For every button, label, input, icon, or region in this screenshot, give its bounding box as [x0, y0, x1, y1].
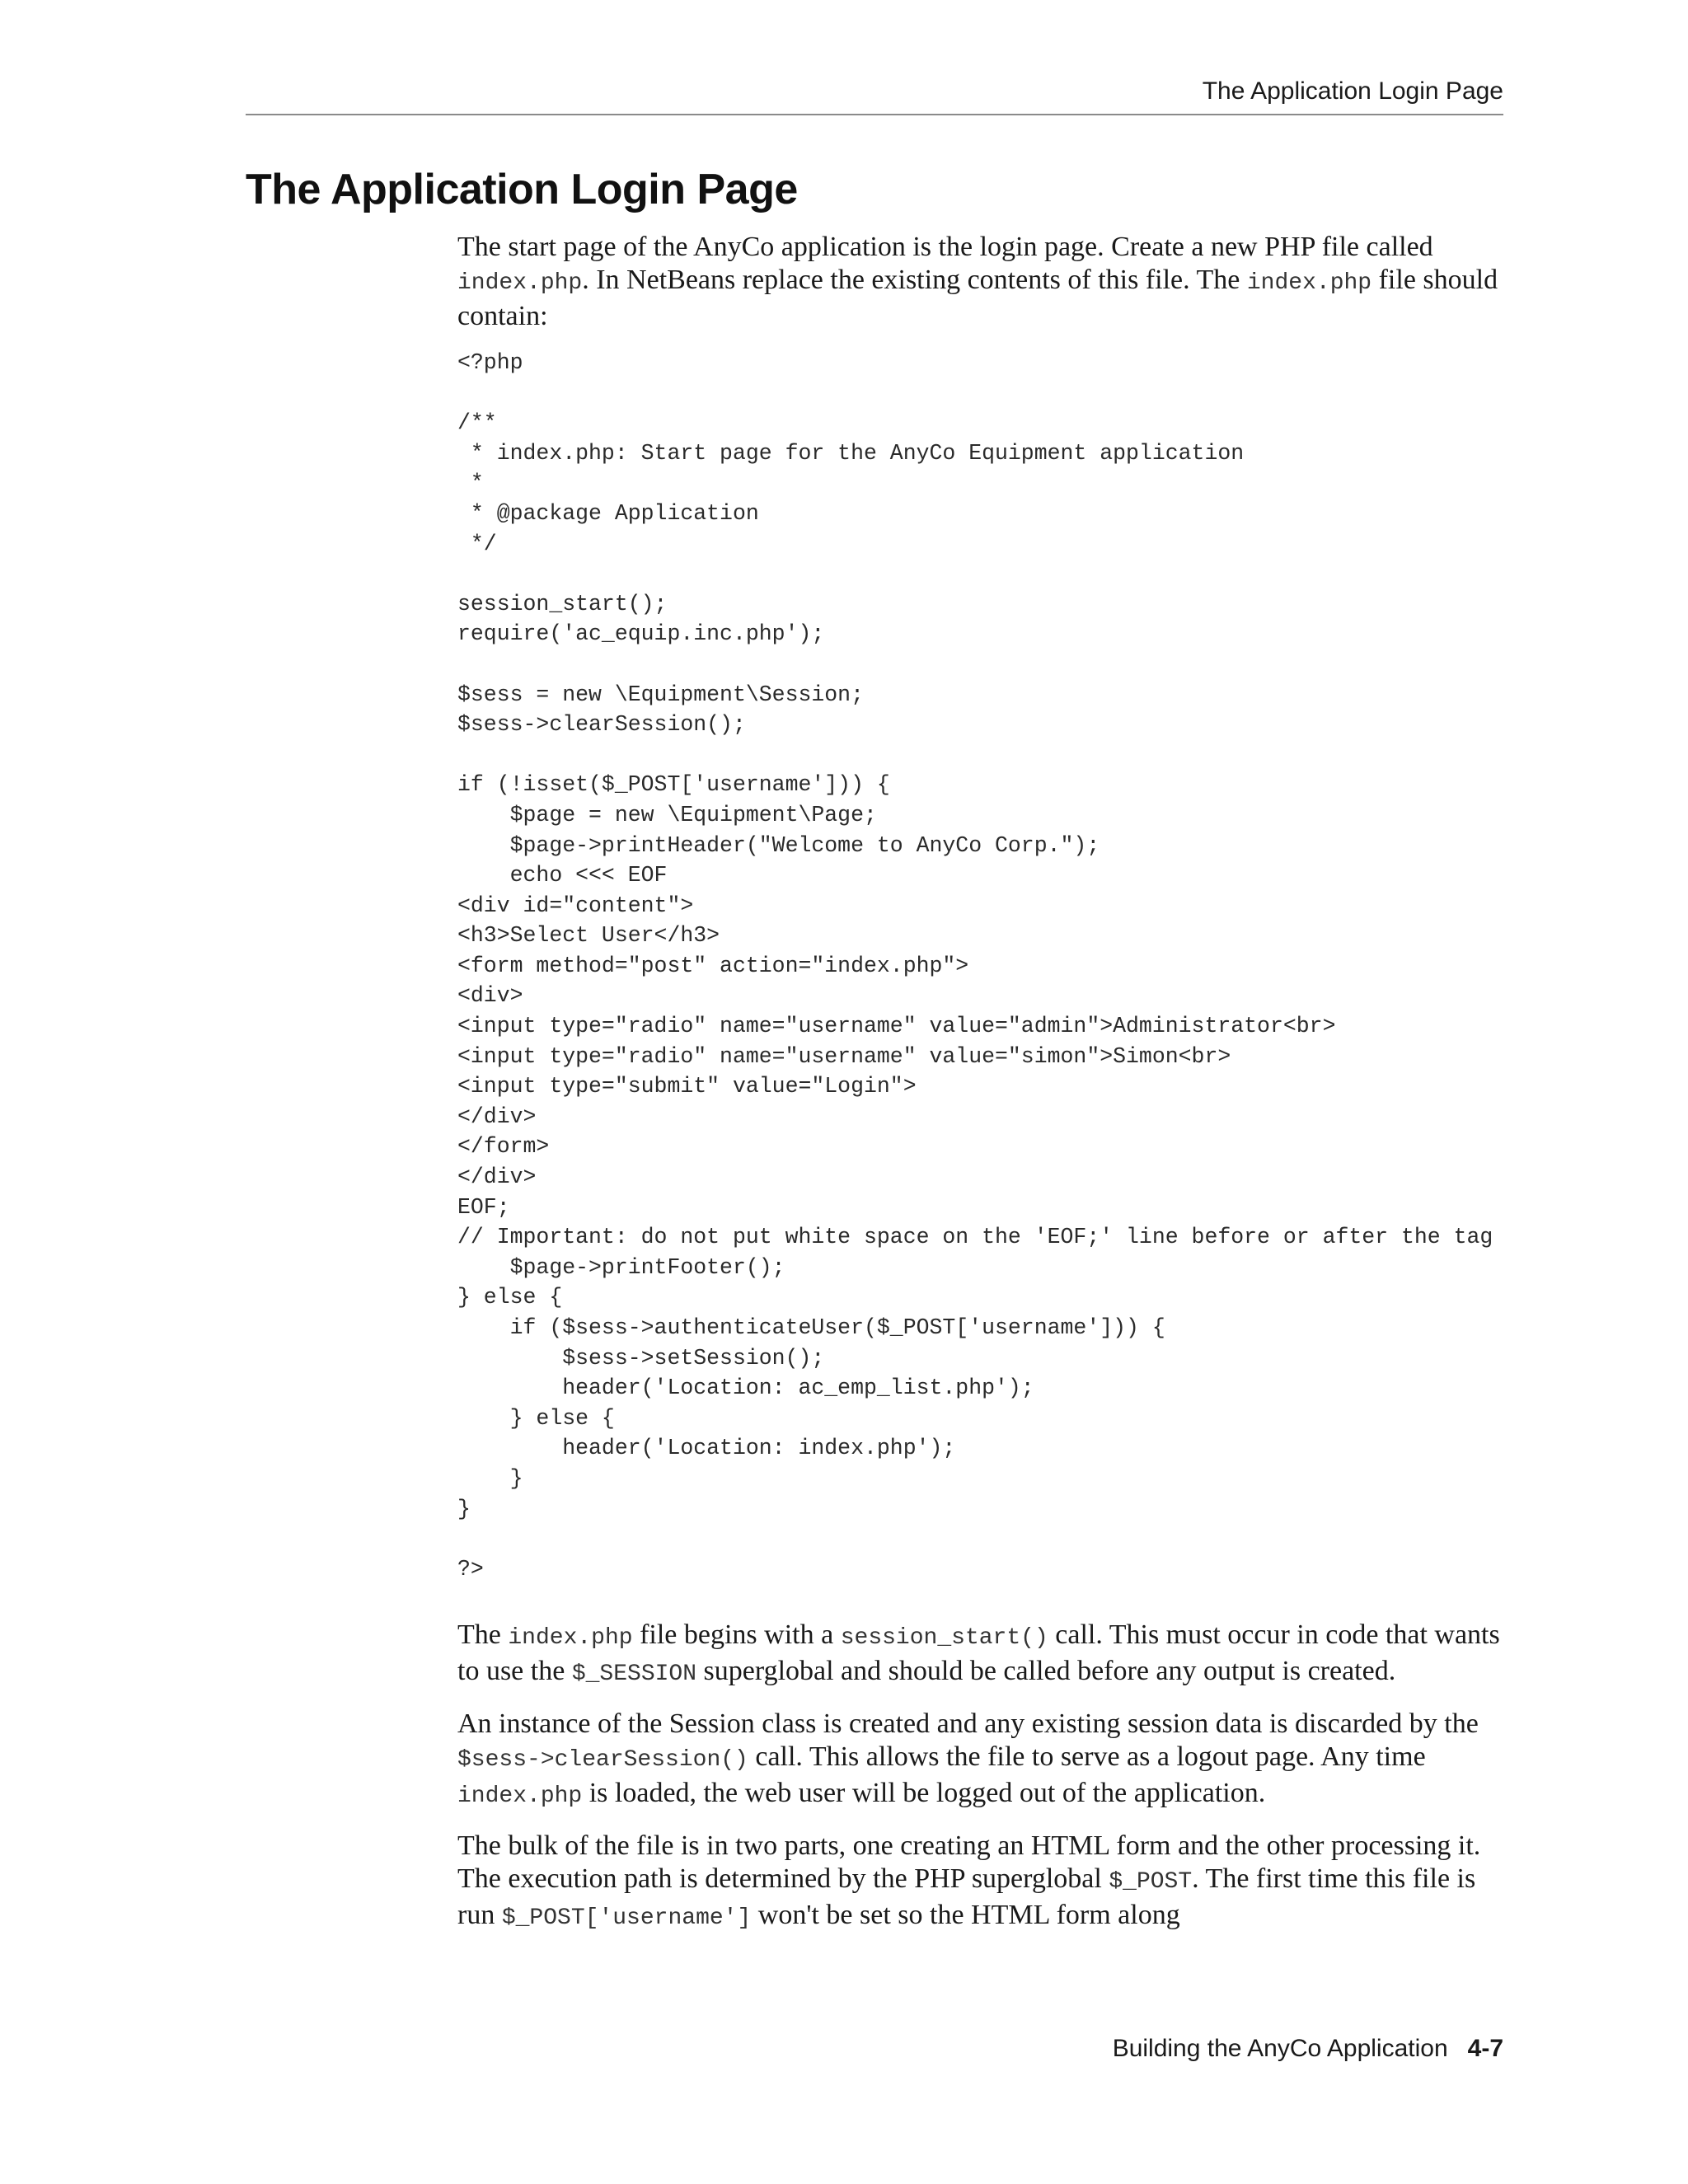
code-line: echo <<< EOF — [457, 863, 668, 888]
p1-code-1: index.php — [508, 1625, 633, 1652]
running-footer — [1113, 2032, 1503, 2065]
code-line: header('Location: index.php'); — [457, 1436, 956, 1461]
p1-text-2: file begins with a — [632, 1619, 841, 1651]
p1-code-2: session_start() — [840, 1625, 1048, 1652]
code-line: <form method="post" action="index.php"> — [457, 953, 969, 978]
intro-paragraph — [457, 231, 1512, 333]
code-line: } — [457, 1465, 523, 1491]
footer-chapter-title: Building the AnyCo Application — [1112, 2035, 1448, 2062]
code-line: <input type="submit" value="Login"> — [457, 1074, 917, 1099]
p3-text-2: . The first time this file is run — [457, 1863, 1476, 1931]
running-header — [246, 71, 1503, 115]
code-line — [457, 1524, 1512, 1554]
code-line: session_start(); — [457, 591, 668, 616]
code-line: <?php — [457, 350, 523, 375]
code-line: } else { — [457, 1285, 563, 1310]
paragraph-session-class — [457, 1708, 1512, 1813]
code-line: require('ac_equip.inc.php'); — [457, 621, 825, 647]
code-line: * index.php: Start page for the AnyCo Equipment application — [457, 440, 1245, 466]
intro-text-1: The start page of the AnyCo application is the login page. Create a new PHP file called — [457, 232, 1433, 262]
code-line: * @package Application — [457, 500, 759, 526]
code-line — [457, 740, 1512, 771]
code-line: <div id="content"> — [457, 893, 694, 918]
p2-text-1: An instance of the Session class is created and any existing session data is discarded by the — [457, 1708, 1479, 1740]
paragraph-execution-path — [457, 1830, 1512, 1935]
code-line: </form> — [457, 1134, 550, 1160]
intro-text-3: file should contain: — [457, 265, 1498, 331]
code-listing — [457, 348, 1512, 1584]
code-line: // Important: do not put white space on the 'EOF;' line before or after the tag — [457, 1225, 1493, 1250]
code-line — [457, 378, 1512, 409]
p1-code-3: $_SESSION — [571, 1661, 697, 1688]
p3-text-3: won't be set so the HTML form along — [751, 1900, 1180, 1931]
code-line — [457, 559, 1512, 589]
code-line: } else { — [457, 1405, 615, 1431]
p3-code-1: $_POST — [1109, 1869, 1193, 1896]
code-line: } — [457, 1496, 471, 1521]
intro-text-2: . In NetBeans replace the existing contents of this file. The — [582, 265, 1247, 295]
code-line: $sess->setSession(); — [457, 1345, 825, 1371]
p1-text-4: superglobal and should be called before any output is created. — [696, 1656, 1396, 1687]
code-line: header('Location: ac_emp_list.php'); — [457, 1376, 1034, 1401]
code-line: $page->printFooter(); — [457, 1254, 785, 1280]
code-line: $sess = new \Equipment\Session; — [457, 682, 864, 707]
code-line: </div> — [457, 1165, 537, 1190]
code-line: </div> — [457, 1104, 537, 1129]
footer-page-number: 4-7 — [1467, 2035, 1503, 2062]
code-line: EOF; — [457, 1194, 510, 1220]
code-line: <input type="radio" name="username" value="admin">Administrator<br> — [457, 1014, 1336, 1039]
running-header-title: The Application Login Page — [1202, 77, 1503, 105]
p2-text-2: call. This allows the file to serve as a logout page. Any time — [748, 1741, 1426, 1773]
code-line: */ — [457, 531, 497, 556]
code-line: ?> — [457, 1556, 484, 1582]
code-line — [457, 649, 1512, 680]
code-line: $sess->clearSession(); — [457, 712, 746, 738]
p3-text-1: The bulk of the file is in two parts, one creating an HTML form and the other processing it. The execution path is determined by the PHP superglobal — [457, 1830, 1481, 1895]
code-line: <input type="radio" name="username" value="simon">Simon<br> — [457, 1043, 1231, 1069]
section-title: The Application Login Page — [246, 166, 798, 213]
code-line: $page->printHeader("Welcome to AnyCo Corp."); — [457, 832, 1100, 858]
code-line: /** — [457, 410, 497, 436]
code-line: * — [457, 471, 484, 496]
intro-code-1: index.php — [457, 270, 583, 296]
p2-code-1: $sess->clearSession() — [457, 1747, 748, 1774]
code-line: <div> — [457, 983, 523, 1009]
p3-code-2: $_POST['username'] — [501, 1905, 752, 1932]
code-line: if (!isset($_POST['username'])) { — [457, 772, 890, 798]
code-line: if ($sess->authenticateUser($_POST['username'])) { — [457, 1315, 1165, 1340]
body-column — [457, 231, 1512, 1935]
p2-text-3: is loaded, the web user will be logged out of the application. — [582, 1778, 1266, 1809]
code-line: <h3>Select User</h3> — [457, 923, 720, 949]
intro-code-2: index.php — [1246, 270, 1372, 296]
code-line: $page = new \Equipment\Page; — [457, 802, 877, 827]
p1-text-3: call. This must occur in code that wants to use the — [457, 1619, 1500, 1687]
paragraph-session-start — [457, 1619, 1512, 1691]
p1-text-1: The — [457, 1619, 509, 1651]
p2-code-2: index.php — [457, 1783, 583, 1810]
